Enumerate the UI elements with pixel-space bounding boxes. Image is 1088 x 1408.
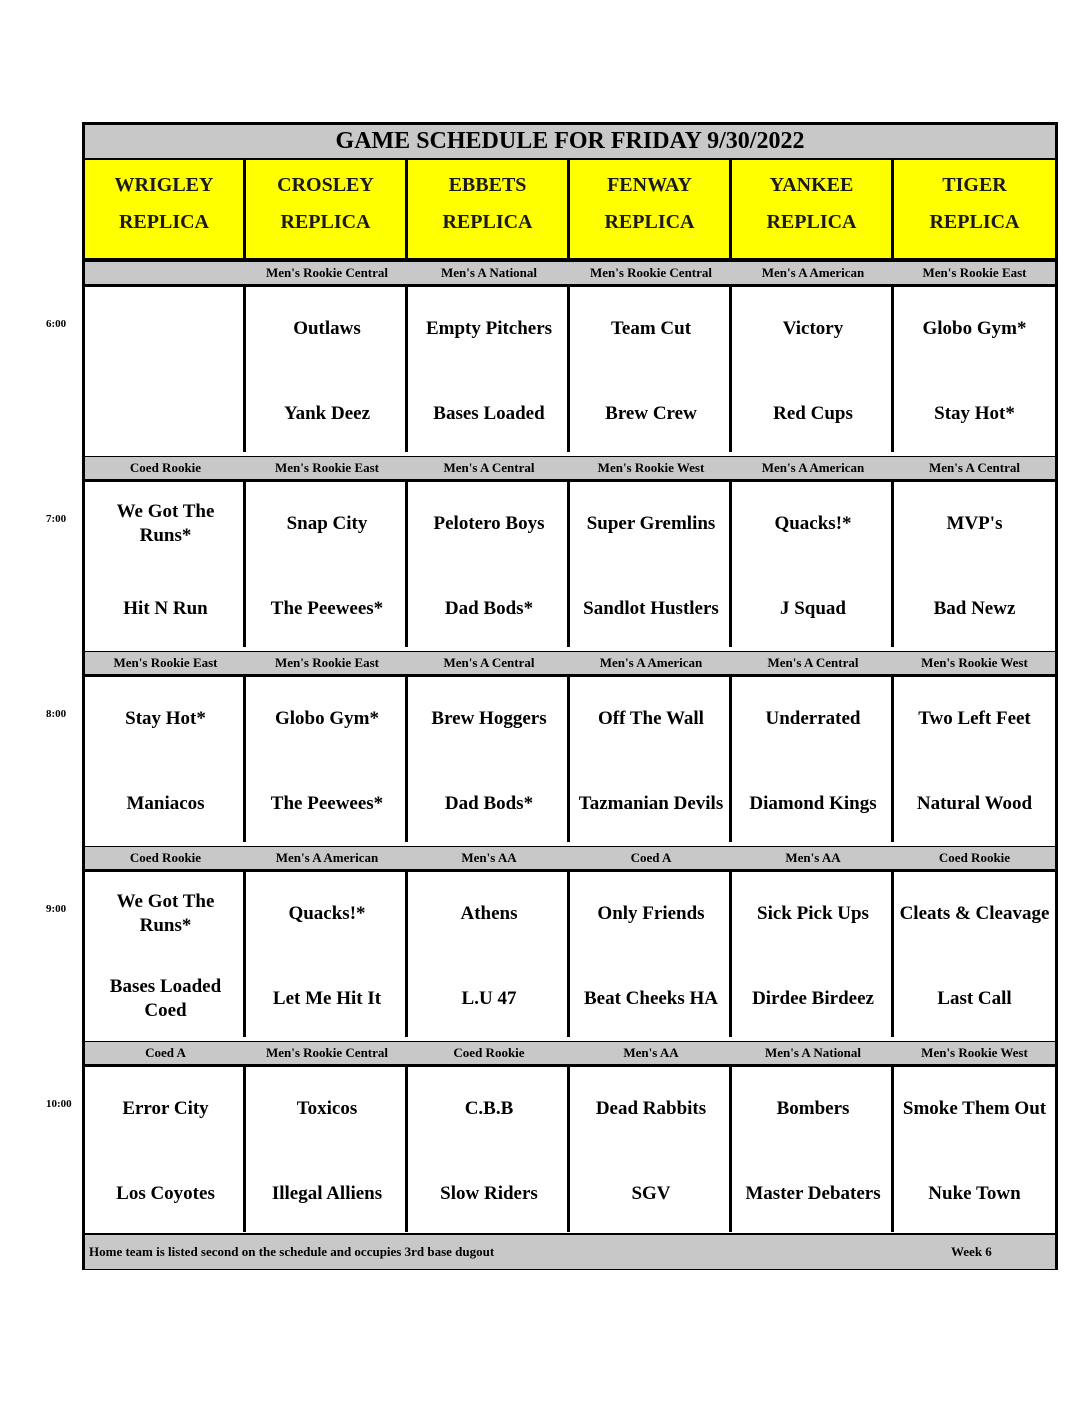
away-team: Pelotero Boys [433,513,545,534]
column-divider [891,482,894,647]
away-team: Two Left Feet [918,708,1031,729]
game-cell [570,872,732,1037]
footer [85,1233,1055,1269]
schedule-table [82,122,1058,1270]
field-subtitle: REPLICA [929,211,1020,233]
away-team: Quacks!* [288,903,366,924]
division-label: Men's Rookie West [921,1045,1028,1060]
home-team: Dad Bods* [444,793,534,814]
away-team: Smoke Them Out [902,1098,1047,1119]
game-row [85,677,1055,842]
schedule-title: GAME SCHEDULE FOR FRIDAY 9/30/2022 [85,125,1055,160]
away-team: Super Gremlins [586,513,716,534]
field-name: EBBETS [448,174,527,196]
away-team: Brew Hoggers [431,708,547,729]
column-divider [729,287,732,452]
away-team: C.B.B [464,1098,514,1119]
division-row [85,261,1055,287]
field-subtitle: REPLICA [118,211,209,233]
game-cell [732,1067,894,1232]
game-cell [85,482,246,647]
away-team: Athens [460,903,518,924]
home-team: The Peewees* [270,598,384,619]
division-label: Men's A American [275,850,379,865]
field-header-tiger [894,160,1055,258]
division-label [85,262,246,284]
game-cell [570,287,732,452]
column-divider [891,160,894,258]
home-team [89,384,242,444]
home-team: Let Me Hit It [272,988,382,1009]
division-label: Men's Rookie Central [265,265,389,280]
column-divider [243,160,246,258]
game-row [85,287,1055,452]
division-label: Men's Rookie Central [589,265,713,280]
home-team: Stay Hot* [934,403,1015,424]
game-cell [246,287,408,452]
division-label: Men's A American [761,460,865,475]
field-header-crosley [246,160,405,258]
game-row [85,482,1055,647]
column-divider [567,482,570,647]
home-team: Bases Loaded Coed [109,976,222,1021]
division-label: Men's Rookie West [597,460,705,475]
game-cell [732,287,894,452]
time-column [0,0,82,1408]
away-team: We Got The Runs* [116,891,215,936]
footer-note: Home team is listed second on the schedule and occupies 3rd base dugout [89,1244,495,1259]
home-team: Sandlot Hustlers [583,598,719,619]
away-team: Bombers [776,1098,850,1119]
division-label: Coed Rookie [453,1045,525,1060]
game-cell [246,872,408,1037]
game-cell [408,1067,570,1232]
home-team: Master Debaters [745,1183,881,1204]
game-cell [85,677,246,842]
field-header-yankee [732,160,891,258]
division-label: Coed A [145,1045,186,1060]
column-divider [891,287,894,452]
column-divider [243,1067,246,1232]
division-row [85,651,1055,677]
division-label: Men's A Central [443,655,535,670]
home-team: The Peewees* [270,793,384,814]
field-name: CROSLEY [277,174,374,196]
away-team: Globo Gym* [922,318,1027,339]
home-team: L.U 47 [461,988,517,1009]
column-divider [567,872,570,1037]
column-divider [405,287,408,452]
division-row [85,1041,1055,1067]
game-cell [894,482,1055,647]
division-label: Men's AA [461,850,517,865]
home-team: Slow Riders [440,1183,538,1204]
game-row [85,872,1055,1037]
away-team: Underrated [765,708,861,729]
game-cell [408,287,570,452]
home-team: Yank Deez [283,403,371,424]
division-label: Men's Rookie East [275,655,379,670]
field-subtitle: REPLICA [280,211,371,233]
column-divider [243,872,246,1037]
game-cell [408,482,570,647]
away-team: Snap City [286,513,368,534]
game-cell [408,677,570,842]
away-team: Error City [122,1098,209,1119]
game-cell [85,287,246,452]
home-team: Dirdee Birdeez [752,988,874,1009]
home-team: Tazmanian Devils [578,793,724,814]
home-team: SGV [631,1183,671,1204]
game-cell [894,677,1055,842]
field-subtitle: REPLICA [442,211,533,233]
home-team: Bad Newz [933,598,1016,619]
column-divider [729,160,732,258]
home-team: Natural Wood [916,793,1033,814]
away-team: Sick Pick Ups [757,903,869,924]
division-label: Men's A National [764,1045,862,1060]
away-team: Cleats & Cleavage [899,903,1050,924]
game-cell [570,677,732,842]
column-divider [243,482,246,647]
game-cell [408,872,570,1037]
home-team: Illegal Alliens [271,1183,383,1204]
game-cell [570,1067,732,1232]
column-divider [567,160,570,258]
home-team: Beat Cheeks HA [583,988,719,1009]
away-team: Only Friends [597,903,705,924]
division-label: Men's AA [623,1045,679,1060]
away-team: Empty Pitchers [425,318,553,339]
away-team: Stay Hot* [125,708,206,729]
column-divider [243,287,246,452]
game-cell [732,482,894,647]
column-divider [891,1067,894,1232]
division-label: Men's Rookie East [113,655,218,670]
column-divider [729,872,732,1037]
column-divider [729,1067,732,1232]
home-team: Nuke Town [928,1183,1021,1204]
away-team: Globo Gym* [275,708,379,729]
field-header-fenway [570,160,729,258]
division-row [85,846,1055,872]
home-team: Maniacos [126,793,205,814]
time-label: 7:00 [46,513,67,525]
away-team: MVP's [946,513,1003,534]
time-label: 9:00 [46,903,67,915]
column-divider [243,677,246,842]
home-team: Dad Bods* [444,598,534,619]
column-divider [891,872,894,1037]
home-team: Red Cups [773,403,853,424]
time-label: 8:00 [46,708,67,720]
column-divider [567,677,570,842]
division-label: Men's A National [440,265,538,280]
division-label: Men's A Central [929,460,1020,475]
division-label: Men's A American [761,265,865,280]
column-divider [729,482,732,647]
game-cell [894,1067,1055,1232]
away-team: We Got The Runs* [116,501,215,546]
division-label: Men's Rookie East [275,460,379,475]
away-team: Off The Wall [598,708,704,729]
column-divider [405,482,408,647]
column-divider [567,287,570,452]
game-cell [246,482,408,647]
division-label: Men's Rookie West [921,655,1028,670]
field-name: FENWAY [607,174,692,196]
game-cell [85,1067,246,1232]
home-team: Brew Crew [605,403,697,424]
field-header-row [85,160,1055,261]
division-label: Coed Rookie [938,850,1011,865]
division-label: Men's A American [599,655,703,670]
game-cell [732,872,894,1037]
home-team: Diamond Kings [749,793,877,814]
game-cell [732,677,894,842]
home-team: Last Call [937,988,1012,1009]
time-label: 6:00 [46,318,67,330]
column-divider [891,677,894,842]
game-cell [894,872,1055,1037]
home-team: Los Coyotes [116,1183,215,1204]
column-divider [567,1067,570,1232]
away-team [89,299,242,359]
home-team: Hit N Run [123,598,208,619]
division-label: Men's Rookie East [922,265,1027,280]
division-label: Coed Rookie [129,460,202,475]
column-divider [405,1067,408,1232]
game-cell [894,287,1055,452]
time-label: 10:00 [46,1098,72,1110]
division-label: Coed Rookie [129,850,202,865]
away-team: Team Cut [610,318,692,339]
away-team: Quacks!* [774,513,852,534]
game-cell [246,677,408,842]
field-header-wrigley [85,160,243,258]
away-team: Toxicos [296,1098,358,1119]
week-label: Week 6 [951,1244,992,1259]
game-cell [246,1067,408,1232]
game-cell [85,872,246,1037]
division-label: Men's Rookie Central [265,1045,389,1060]
field-header-ebbets [408,160,567,258]
field-subtitle: REPLICA [766,211,857,233]
column-divider [405,160,408,258]
division-label: Men's AA [785,850,841,865]
game-cell [570,482,732,647]
column-divider [729,677,732,842]
column-divider [405,677,408,842]
field-name: YANKEE [769,174,854,196]
away-team: Outlaws [293,318,361,339]
away-team: Victory [782,318,844,339]
division-row [85,456,1055,482]
game-row [85,1067,1055,1232]
home-team: J Squad [779,598,847,619]
field-name: WRIGLEY [114,174,214,196]
column-divider [405,872,408,1037]
field-name: TIGER [942,174,1007,196]
away-team: Dead Rabbits [595,1098,707,1119]
division-label: Men's A Central [443,460,535,475]
division-label: Coed A [630,850,672,865]
field-subtitle: REPLICA [604,211,695,233]
home-team: Bases Loaded [433,403,545,424]
division-label: Men's A Central [767,655,859,670]
